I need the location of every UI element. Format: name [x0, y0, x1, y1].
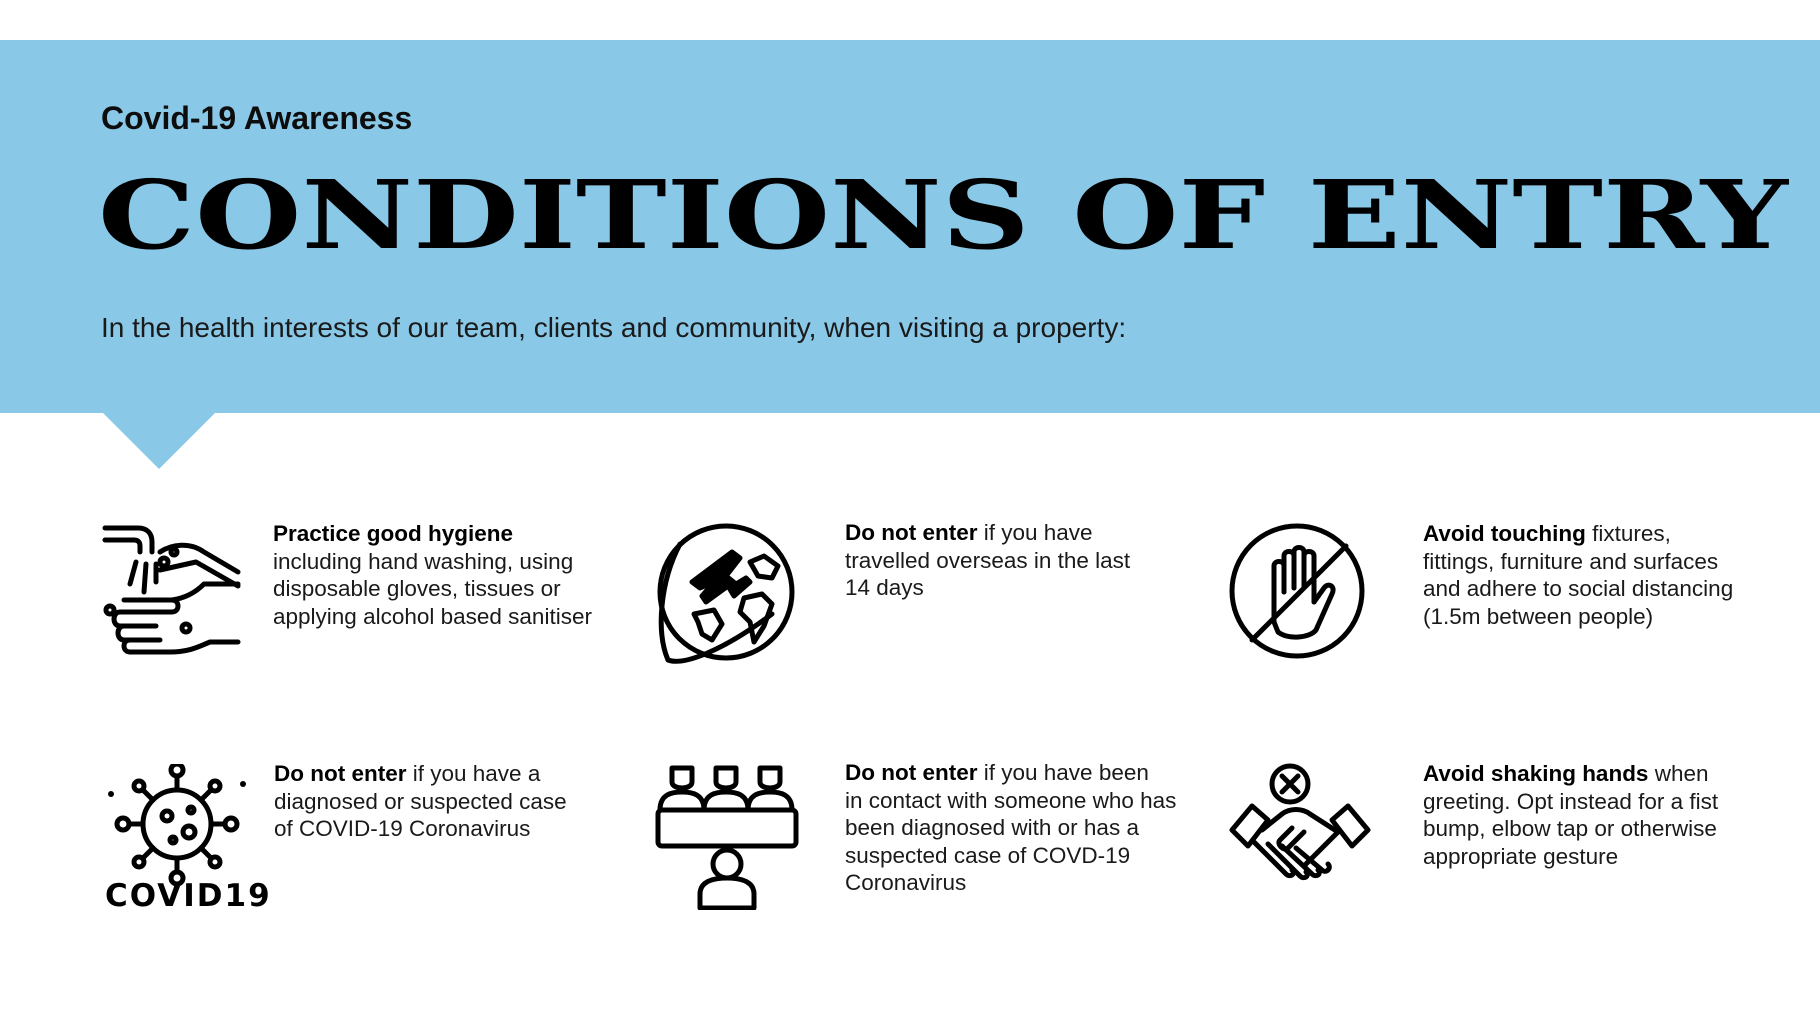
condition-line: diagnosed or suspected case: [274, 788, 567, 814]
intro-text: In the health interests of our team, clients and community, when visiting a property:: [101, 312, 1127, 343]
condition-line: travelled overseas in the last: [845, 547, 1131, 573]
condition-diagnosed-text: [274, 760, 567, 843]
condition-line: disposable gloves, tissues or: [273, 576, 561, 601]
condition-line: when: [1648, 761, 1709, 786]
condition-line: appropriate gesture: [1423, 843, 1619, 869]
covid19-virus-icon: [103, 764, 272, 914]
covid19-icon-label: COVID19: [105, 878, 272, 914]
condition-line: bump, elbow tap or otherwise: [1423, 816, 1717, 841]
condition-travel-heading: Do not enter: [845, 520, 978, 545]
condition-line: and adhere to social distancing: [1423, 576, 1734, 601]
condition-contact-heading: Do not enter: [845, 760, 978, 785]
condition-line: fittings, furniture and surfaces: [1423, 548, 1719, 574]
condition-line: if you have a: [406, 761, 541, 786]
condition-line: Coronavirus: [845, 870, 967, 895]
condition-touching-text: [1423, 520, 1733, 630]
condition-contact-text: [845, 759, 1176, 897]
condition-line: applying alcohol based sanitiser: [273, 603, 592, 629]
condition-line: suspected case of COVD-19: [845, 842, 1131, 868]
condition-hygiene-text: [273, 520, 592, 630]
condition-line: fixtures,: [1585, 521, 1671, 546]
no-handshake-icon: [1228, 762, 1372, 906]
condition-line: been diagnosed with or has a: [845, 815, 1139, 840]
no-touching-hand-icon: [1228, 522, 1370, 664]
globe-airplane-icon: [654, 522, 796, 666]
hand-washing-icon: [100, 522, 242, 662]
condition-line: of COVID-19 Coronavirus: [274, 816, 531, 841]
condition-line: including hand washing, using: [273, 548, 574, 574]
page-title: CONDITIONS OF ENTRY: [98, 160, 1788, 271]
condition-handshake-heading: Avoid shaking hands: [1423, 761, 1649, 786]
condition-handshake-text: [1423, 760, 1718, 870]
condition-touching-heading: Avoid touching: [1423, 521, 1586, 546]
condition-line: (1.5m between people): [1423, 603, 1654, 629]
condition-line: 14 days: [845, 575, 924, 600]
condition-line: in contact with someone who has: [845, 787, 1177, 813]
eyebrow-title: Covid-19 Awareness: [101, 100, 413, 136]
condition-line: if you have: [977, 520, 1093, 545]
condition-hygiene-heading: Practice good hygiene: [273, 521, 514, 546]
condition-line: if you have been: [977, 760, 1149, 785]
condition-line: greeting. Opt instead for a fist: [1423, 788, 1719, 814]
contact-tracing-people-icon: [654, 764, 800, 910]
banner-pointer: [102, 412, 216, 469]
condition-travel-text: [845, 519, 1130, 602]
condition-diagnosed-heading: Do not enter: [274, 761, 407, 786]
